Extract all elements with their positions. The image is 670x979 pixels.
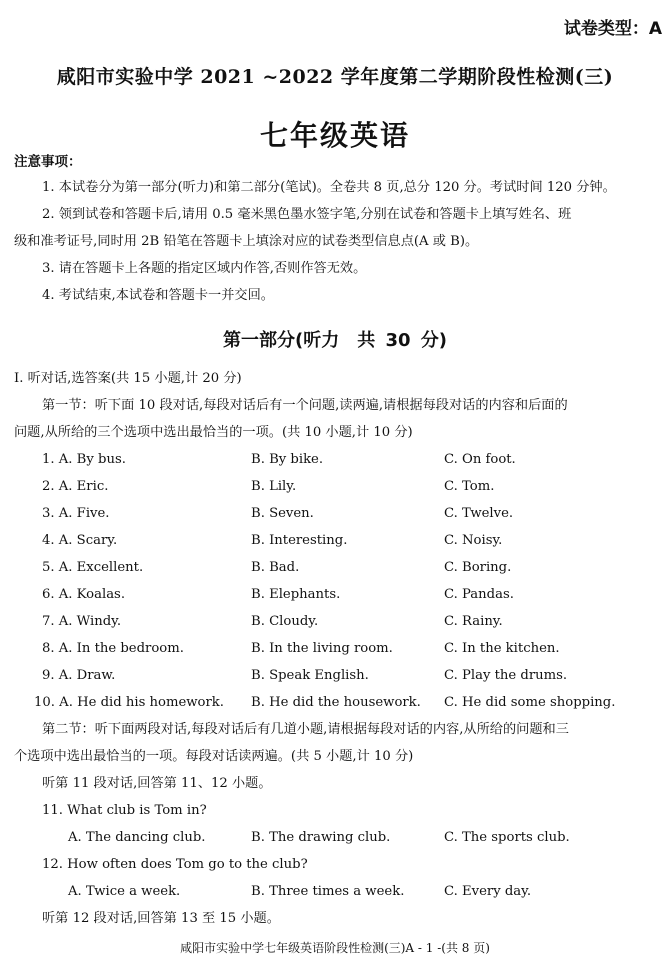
option-b: B. Elephants. bbox=[251, 587, 341, 602]
option-b: B. The drawing club. bbox=[251, 830, 391, 845]
question-row bbox=[14, 554, 662, 581]
question-row bbox=[14, 581, 662, 608]
option-c: C. Noisy. bbox=[444, 533, 503, 548]
listening-section bbox=[14, 366, 662, 932]
question-list bbox=[14, 446, 662, 716]
option-b: B. Bad. bbox=[251, 560, 300, 575]
option-b: B. Seven. bbox=[251, 506, 314, 521]
note-item: 2. 领到试卷和答题卡后,请用 0.5 毫米黑色墨水签字笔,分别在试卷和答题卡上填写姓名、班 bbox=[42, 207, 572, 222]
option-a: 7. A. Windy. bbox=[42, 614, 122, 629]
dialogue-12-prompt: 听第 12 段对话,回答第 13 至 15 小题。 bbox=[42, 911, 280, 926]
subject-title: 七年级英语 bbox=[259, 119, 410, 152]
option-a: 3. A. Five. bbox=[42, 506, 110, 521]
option-b: B. Three times a week. bbox=[251, 884, 405, 899]
question-row bbox=[14, 635, 662, 662]
question-stem: 11. What club is Tom in? bbox=[42, 803, 207, 818]
note-item-continued: 级和准考证号,同时用 2B 铅笔在答题卡上填涂对应的试卷类型信息点(A 或 B)。 bbox=[14, 234, 479, 249]
option-a: 6. A. Koalas. bbox=[42, 587, 126, 602]
question-row bbox=[14, 446, 662, 473]
note-item: 4. 考试结束,本试卷和答题卡一并交回。 bbox=[42, 288, 274, 303]
option-c: C. In the kitchen. bbox=[444, 641, 560, 656]
question-row bbox=[14, 662, 662, 689]
notes-heading: 注意事项： bbox=[14, 154, 82, 170]
option-a: 2. A. Eric. bbox=[42, 479, 109, 494]
question-stem: 12. How often does Tom go to the club? bbox=[42, 857, 308, 872]
subsection-one-instructions-cont: 问题,从所给的三个选项中选出最恰当的一项。(共 10 小题,计 10 分) bbox=[14, 425, 413, 440]
option-a: A. The dancing club. bbox=[68, 830, 206, 845]
question-options bbox=[14, 824, 662, 851]
question-options bbox=[14, 878, 662, 905]
page-footer: 咸阳市实验中学七年级英语阶段性检测(三)A - 1 -(共 8 页) bbox=[180, 941, 490, 955]
question-row bbox=[14, 473, 662, 500]
notes-section bbox=[14, 150, 662, 309]
option-c: C. Every day. bbox=[444, 884, 532, 899]
option-a: 1. A. By bus. bbox=[42, 452, 126, 467]
part-one-title: 第一部分(听力 共 30 分) bbox=[222, 330, 448, 351]
option-b: B. In the living room. bbox=[251, 641, 393, 656]
question-row bbox=[14, 689, 662, 716]
question-row bbox=[14, 527, 662, 554]
option-b: B. Lily. bbox=[251, 479, 297, 494]
option-c: C. The sports club. bbox=[444, 830, 570, 845]
subsection-two-instructions: 第二节：听下面两段对话,每段对话后有几道小题,请根据每段对话的内容,从所给的问题和三 bbox=[42, 722, 569, 737]
option-b: B. Interesting. bbox=[251, 533, 348, 548]
subsection-two-instructions-cont: 个选项中选出最恰当的一项。每段对话读两遍。(共 5 小题,计 10 分) bbox=[14, 749, 414, 764]
option-c: C. Tom. bbox=[444, 479, 495, 494]
subsection-one-instructions: 第一节：听下面 10 段对话,每段对话后有一个问题,读两遍,请根据每段对话的内容和后面的 bbox=[42, 398, 568, 413]
paper-type-label: 试卷类型：A bbox=[563, 19, 662, 39]
option-b: B. He did the housework. bbox=[251, 695, 421, 710]
question-row bbox=[14, 608, 662, 635]
option-b: B. By bike. bbox=[251, 452, 324, 467]
option-a: 9. A. Draw. bbox=[42, 668, 116, 683]
option-a: 4. A. Scary. bbox=[42, 533, 118, 548]
option-a: 8. A. In the bedroom. bbox=[42, 641, 184, 656]
option-a: 10. A. He did his homework. bbox=[34, 695, 224, 710]
option-c: C. Pandas. bbox=[444, 587, 514, 602]
note-item: 1. 本试卷分为第一部分(听力)和第二部分(笔试)。全卷共 8 页,总分 120 分。考试时间 120 分钟。 bbox=[42, 180, 616, 195]
section-heading: Ⅰ. 听对话,选答案(共 15 小题,计 20 分) bbox=[14, 371, 242, 386]
option-a: A. Twice a week. bbox=[68, 884, 181, 899]
question-row bbox=[14, 500, 662, 527]
option-c: C. He did some shopping. bbox=[444, 695, 616, 710]
dialogue-11-prompt: 听第 11 段对话,回答第 11、12 小题。 bbox=[42, 776, 272, 791]
option-c: C. Twelve. bbox=[444, 506, 514, 521]
option-b: B. Cloudy. bbox=[251, 614, 319, 629]
option-c: C. Boring. bbox=[444, 560, 512, 575]
school-title: 咸阳市实验中学 2021 ~2022 学年度第二学期阶段性检测(三) bbox=[56, 66, 614, 88]
option-c: C. On foot. bbox=[444, 452, 516, 467]
note-item: 3. 请在答题卡上各题的指定区域内作答,否则作答无效。 bbox=[42, 261, 367, 276]
option-a: 5. A. Excellent. bbox=[42, 560, 144, 575]
option-c: C. Rainy. bbox=[444, 614, 503, 629]
option-b: B. Speak English. bbox=[251, 668, 369, 683]
option-c: C. Play the drums. bbox=[444, 668, 568, 683]
